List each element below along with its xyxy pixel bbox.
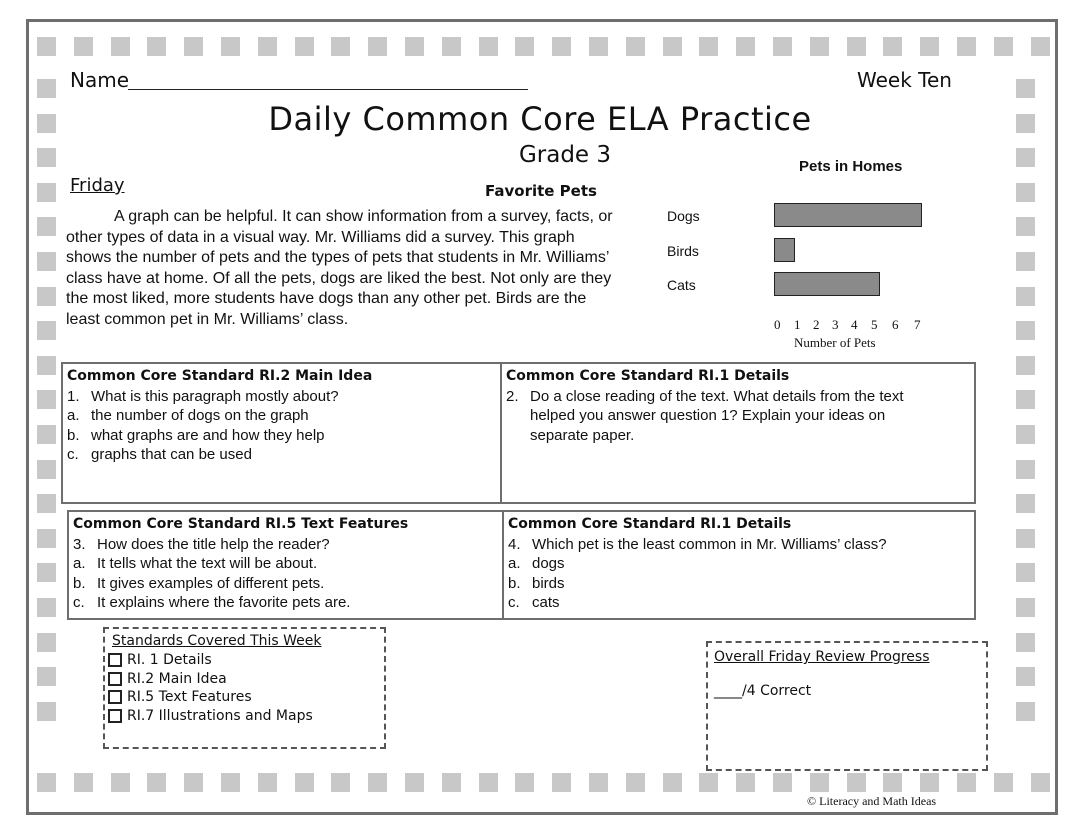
border-square (1016, 598, 1035, 617)
option-letter: c. (67, 446, 79, 463)
chart-category-label: Dogs (667, 208, 700, 224)
passage (66, 207, 614, 330)
chart-category-label: Birds (667, 242, 699, 259)
border-square (258, 773, 277, 792)
border-square (1016, 79, 1035, 98)
border-square (920, 773, 939, 792)
standard-heading: Common Core Standard RI.5 Text Features (73, 516, 409, 532)
border-square (405, 37, 424, 56)
answer-option[interactable] (508, 554, 970, 574)
answer-option[interactable] (73, 574, 498, 594)
chart-category-label: Cats (667, 277, 696, 293)
answer-option[interactable] (67, 406, 496, 426)
border-square (810, 37, 829, 56)
border-square (736, 773, 755, 792)
option-letter: b. (67, 426, 80, 444)
chart-tick-label: 1 (794, 317, 801, 332)
question-number: 4. (508, 535, 521, 553)
border-square (184, 37, 203, 56)
standard-checkbox-row[interactable] (108, 670, 384, 689)
border-square (479, 37, 498, 56)
passage-title: Favorite Pets (485, 182, 597, 200)
border-square (221, 773, 240, 792)
border-square (37, 287, 56, 306)
border-square (847, 37, 866, 56)
border-square (37, 460, 56, 479)
option-letter: a. (73, 555, 86, 572)
border-square (37, 702, 56, 721)
border-square (37, 252, 56, 271)
standard-item-label: RI.7 Illustrations and Maps (127, 707, 313, 724)
question-box-3 (67, 510, 504, 620)
standard-heading: Common Core Standard RI.2 Main Idea (67, 368, 373, 384)
border-square (626, 37, 645, 56)
question-prompt: What is this paragraph mostly about? (91, 387, 339, 405)
border-square (1031, 37, 1050, 56)
chart-tick-label: 6 (892, 317, 899, 332)
option-text: cats (532, 594, 560, 611)
border-square (1016, 667, 1035, 686)
border-square (479, 773, 498, 792)
border-square (957, 773, 976, 792)
standard-heading: Common Core Standard RI.1 Details (506, 368, 790, 384)
border-square (37, 563, 56, 582)
option-text: It explains where the favorite pets are. (97, 594, 351, 611)
checkbox-icon[interactable] (108, 709, 122, 723)
border-square (37, 633, 56, 652)
border-square (699, 37, 718, 56)
option-letter: b. (73, 574, 86, 592)
border-square (847, 773, 866, 792)
border-square (442, 773, 461, 792)
border-square (37, 425, 56, 444)
chart-bar (774, 203, 922, 227)
option-text: dogs (532, 555, 565, 572)
answer-option[interactable] (73, 554, 498, 574)
border-square (920, 37, 939, 56)
border-square (552, 773, 571, 792)
border-square (626, 773, 645, 792)
border-square (1016, 390, 1035, 409)
border-square (773, 773, 792, 792)
checkbox-icon[interactable] (108, 672, 122, 686)
chart-x-axis-label: Number of Pets (794, 335, 876, 350)
border-square (1016, 460, 1035, 479)
chart-tick-label: 4 (851, 317, 858, 332)
chart-bar (774, 272, 880, 296)
week-label: Week Ten (857, 68, 952, 92)
border-square (74, 773, 93, 792)
chart-tick-label: 3 (832, 317, 839, 332)
border-square (1016, 494, 1035, 513)
question-box-2 (500, 362, 976, 504)
standard-item-label: RI. 1 Details (127, 652, 212, 669)
border-square (1016, 425, 1035, 444)
chart-tick-label: 2 (813, 317, 820, 332)
border-square (1016, 356, 1035, 375)
border-square (699, 773, 718, 792)
border-square (111, 37, 130, 56)
option-text: graphs that can be used (91, 446, 252, 463)
border-square (37, 494, 56, 513)
border-square (1016, 563, 1035, 582)
standards-covered-box (103, 627, 386, 749)
border-square (736, 37, 755, 56)
border-square (883, 37, 902, 56)
chart-title: Pets in Homes (799, 158, 903, 175)
chart-tick-label: 5 (871, 317, 878, 332)
standard-item-label: RI.2 Main Idea (127, 670, 227, 687)
standard-checkbox-row[interactable] (108, 707, 384, 726)
border-square (221, 37, 240, 56)
border-square (1016, 217, 1035, 236)
border-square (331, 773, 350, 792)
border-square (37, 667, 56, 686)
standard-heading: Common Core Standard RI.1 Details (508, 516, 792, 532)
border-square (1016, 633, 1035, 652)
copyright: © Literacy and Math Ideas (807, 794, 937, 808)
review-progress-box (706, 641, 988, 771)
option-letter: a. (508, 555, 521, 572)
border-square (147, 37, 166, 56)
chart-bar (774, 238, 795, 262)
border-square (37, 321, 56, 340)
border-square (994, 37, 1013, 56)
name-line (128, 89, 528, 90)
option-text: birds (532, 574, 565, 592)
question-box-4 (502, 510, 976, 620)
standards-box-title: Standards Covered This Week (112, 633, 322, 649)
border-square (1016, 702, 1035, 721)
border-square (589, 37, 608, 56)
question-number: 1. (67, 387, 80, 405)
border-square (37, 37, 56, 56)
checkbox-icon[interactable] (108, 690, 122, 704)
answer-option[interactable] (67, 445, 496, 465)
question-prompt: Do a close reading of the text. What details from the text helped you answer question 1? Explain your ideas on separate paper. (530, 387, 904, 444)
border-square (37, 79, 56, 98)
border-square (37, 390, 56, 409)
question-prompt: How does the title help the reader? (97, 535, 330, 553)
answer-option[interactable] (73, 593, 498, 613)
option-letter: c. (508, 594, 520, 611)
border-square (258, 37, 277, 56)
border-square (957, 37, 976, 56)
option-letter: c. (73, 594, 85, 611)
chart-tick-label: 7 (914, 317, 921, 332)
border-square (442, 37, 461, 56)
chart-tick-label: 0 (774, 317, 781, 332)
question-number: 2. (506, 387, 519, 405)
border-square (1016, 183, 1035, 202)
option-text: It tells what the text will be about. (97, 555, 318, 572)
question-number: 3. (73, 535, 86, 553)
page-title: Daily Common Core ELA Practice (268, 100, 812, 138)
border-square (295, 773, 314, 792)
answer-option[interactable] (67, 426, 496, 446)
border-square (810, 773, 829, 792)
border-square (1016, 321, 1035, 340)
question-prompt: Which pet is the least common in Mr. Williams’ class? (532, 535, 887, 553)
option-letter: b. (508, 574, 521, 592)
option-text: the number of dogs on the graph (91, 407, 309, 424)
border-square (147, 773, 166, 792)
name-label: Name (70, 68, 130, 92)
border-square (515, 773, 534, 792)
border-square (589, 773, 608, 792)
border-square (663, 37, 682, 56)
border-square (1016, 529, 1035, 548)
border-square (331, 37, 350, 56)
day-label: Friday (70, 175, 125, 196)
border-square (552, 37, 571, 56)
border-square (295, 37, 314, 56)
standard-checkbox-row[interactable] (108, 688, 384, 707)
option-text: what graphs are and how they help (91, 426, 325, 444)
checkbox-icon[interactable] (108, 653, 122, 667)
border-square (368, 37, 387, 56)
border-square (37, 598, 56, 617)
border-square (1016, 252, 1035, 271)
border-square (515, 37, 534, 56)
border-square (994, 773, 1013, 792)
border-square (37, 356, 56, 375)
question-box-1 (61, 362, 502, 504)
border-square (368, 773, 387, 792)
border-square (405, 773, 424, 792)
option-text: It gives examples of different pets. (97, 574, 325, 592)
option-letter: a. (67, 407, 80, 424)
answer-option[interactable] (508, 574, 970, 594)
grade-label: Grade 3 (518, 142, 612, 168)
border-square (883, 773, 902, 792)
border-square (37, 773, 56, 792)
answer-option[interactable] (508, 593, 970, 613)
passage-text: A graph can be helpful. It can show information from a survey, facts, or other types of data in a visual way. Mr. Williams did a survey. This graph shows the number of pets and the types of pets that students in Mr. Williams’ class have at home. Of all the pets, dogs are liked the best. Not only are they the most liked, more students have dogs than any other pet. Birds are the least common pet in Mr. Williams’ class. (66, 208, 613, 328)
border-square (37, 529, 56, 548)
border-square (1016, 287, 1035, 306)
border-square (184, 773, 203, 792)
standard-item-label: RI.5 Text Features (127, 689, 252, 706)
border-square (37, 217, 56, 236)
progress-box-title: Overall Friday Review Progress (714, 649, 930, 665)
standard-checkbox-row[interactable] (108, 651, 384, 670)
border-square (1031, 773, 1050, 792)
border-square (37, 183, 56, 202)
border-square (111, 773, 130, 792)
progress-score-field[interactable]: ____/4 Correct (714, 683, 812, 699)
border-square (773, 37, 792, 56)
border-square (663, 773, 682, 792)
border-square (74, 37, 93, 56)
